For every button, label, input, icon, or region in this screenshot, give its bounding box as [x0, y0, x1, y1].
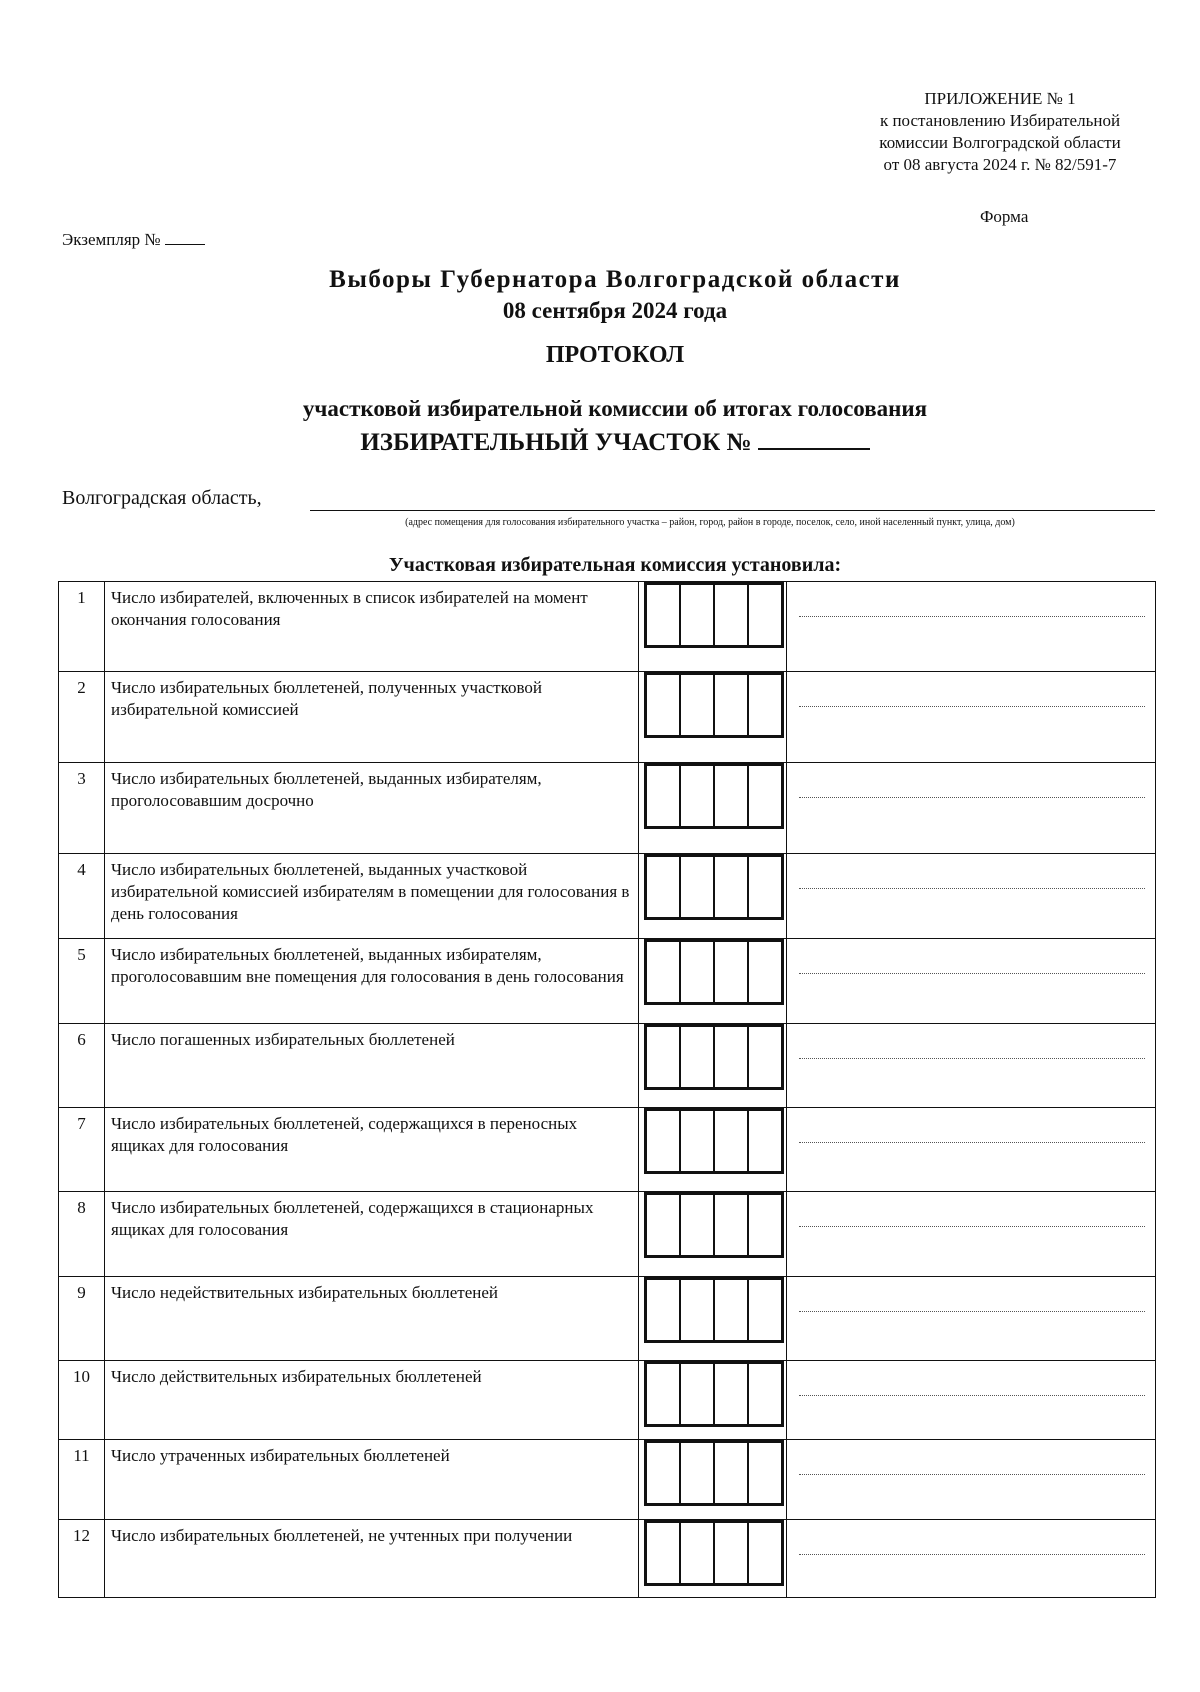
digit-box[interactable] — [647, 675, 681, 735]
words-line[interactable] — [799, 1141, 1145, 1143]
words-line[interactable] — [799, 1553, 1145, 1555]
digit-box[interactable] — [647, 1195, 681, 1255]
words-cell — [787, 939, 1156, 1024]
digit-box[interactable] — [749, 857, 781, 917]
precinct-label: ИЗБИРАТЕЛЬНЫЙ УЧАСТОК № — [360, 429, 752, 456]
row-number: 5 — [59, 939, 105, 1024]
digit-cells — [639, 763, 787, 854]
digit-box-group[interactable] — [644, 939, 784, 1005]
row-label: Число избирательных бюллетеней, не учтенных при получении — [105, 1520, 639, 1598]
digit-box[interactable] — [749, 585, 781, 645]
annex-line: ПРИЛОЖЕНИЕ № 1 — [924, 89, 1076, 108]
annex-block — [850, 88, 1150, 176]
digit-cells — [639, 1192, 787, 1277]
digit-cells — [639, 939, 787, 1024]
digit-box[interactable] — [681, 1027, 715, 1087]
precinct-heading — [0, 428, 1200, 457]
digit-box-group[interactable] — [644, 672, 784, 738]
row-label: Число недействительных избирательных бюллетеней — [105, 1277, 639, 1361]
digit-box[interactable] — [647, 1364, 681, 1424]
digit-box[interactable] — [681, 857, 715, 917]
digit-cells — [639, 854, 787, 939]
row-number: 2 — [59, 672, 105, 763]
address-field[interactable] — [310, 510, 1155, 511]
row-label: Число избирателей, включенных в список избирателей на момент окончания голосования — [105, 582, 639, 672]
protocol-table — [58, 581, 1156, 1598]
words-line[interactable] — [799, 1225, 1145, 1227]
words-cell — [787, 1024, 1156, 1108]
annex-line: от 08 августа 2024 г. № 82/591-7 — [883, 155, 1117, 174]
row-number: 7 — [59, 1108, 105, 1192]
commission-subtitle: участковой избирательной комиссии об итогах голосования — [302, 396, 928, 421]
digit-box[interactable] — [749, 1111, 781, 1171]
digit-box[interactable] — [715, 1195, 749, 1255]
row-number: 10 — [59, 1361, 105, 1440]
digit-cells — [639, 672, 787, 763]
words-cell — [787, 1361, 1156, 1440]
words-cell — [787, 672, 1156, 763]
table-row — [59, 1108, 1156, 1192]
words-line[interactable] — [799, 1057, 1145, 1059]
row-label: Число избирательных бюллетеней, выданных участковой избирательной комиссией избирателям в помещении для голосования в день голосования — [105, 854, 639, 939]
digit-cells — [639, 582, 787, 672]
table-row — [59, 939, 1156, 1024]
row-number: 3 — [59, 763, 105, 854]
digit-box[interactable] — [715, 1280, 749, 1340]
copy-number — [62, 228, 205, 250]
table-row — [59, 1440, 1156, 1520]
digit-cells — [639, 1108, 787, 1192]
row-label: Число действительных избирательных бюллетеней — [105, 1361, 639, 1440]
digit-cells — [639, 1520, 787, 1598]
doc-type: ПРОТОКОЛ — [545, 342, 685, 368]
digit-cells — [639, 1024, 787, 1108]
words-cell — [787, 1520, 1156, 1598]
election-title: Выборы Губернатора Волгоградской области — [329, 266, 901, 293]
row-label: Число избирательных бюллетеней, выданных избирателям, проголосовавшим досрочно — [105, 763, 639, 854]
words-line[interactable] — [799, 972, 1145, 974]
digit-box[interactable] — [681, 1111, 715, 1171]
table-row — [59, 763, 1156, 854]
digit-cells — [639, 1277, 787, 1361]
digit-box[interactable] — [647, 1280, 681, 1340]
digit-box-group[interactable] — [644, 1024, 784, 1090]
row-number: 8 — [59, 1192, 105, 1277]
digit-box[interactable] — [647, 857, 681, 917]
copy-number-blank[interactable] — [165, 228, 205, 245]
digit-box[interactable] — [715, 675, 749, 735]
digit-box[interactable] — [647, 942, 681, 1002]
digit-box[interactable] — [715, 1027, 749, 1087]
words-line[interactable] — [799, 705, 1145, 707]
digit-box-group[interactable] — [644, 763, 784, 829]
digit-box[interactable] — [715, 585, 749, 645]
table-row — [59, 582, 1156, 672]
words-line[interactable] — [799, 1473, 1145, 1475]
digit-box-group[interactable] — [644, 1361, 784, 1427]
digit-box[interactable] — [749, 1195, 781, 1255]
digit-box[interactable] — [749, 1280, 781, 1340]
row-number: 6 — [59, 1024, 105, 1108]
annex-line: к постановлению Избирательной — [879, 111, 1121, 130]
words-line[interactable] — [799, 1394, 1145, 1396]
digit-box[interactable] — [681, 1364, 715, 1424]
precinct-number-blank[interactable] — [758, 428, 870, 450]
digit-box[interactable] — [681, 766, 715, 826]
form-label: Форма — [980, 207, 1029, 226]
digit-box[interactable] — [681, 942, 715, 1002]
words-line[interactable] — [799, 796, 1145, 798]
digit-box[interactable] — [749, 942, 781, 1002]
address-label: Волгоградская область, — [62, 487, 262, 509]
digit-box[interactable] — [749, 1027, 781, 1087]
digit-box[interactable] — [681, 1280, 715, 1340]
digit-box[interactable] — [749, 1364, 781, 1424]
digit-box[interactable] — [647, 1443, 681, 1503]
election-date: 08 сентября 2024 года — [502, 298, 728, 323]
copy-label: Экземпляр № — [62, 230, 161, 249]
digit-box-group[interactable] — [644, 582, 784, 648]
words-cell — [787, 1440, 1156, 1520]
digit-box[interactable] — [715, 1364, 749, 1424]
row-number: 11 — [59, 1440, 105, 1520]
digit-cells — [639, 1361, 787, 1440]
digit-box[interactable] — [715, 1523, 749, 1583]
digit-box-group[interactable] — [644, 1277, 784, 1343]
digit-box[interactable] — [749, 1443, 781, 1503]
words-cell — [787, 1192, 1156, 1277]
digit-box-group[interactable] — [644, 854, 784, 920]
digit-box[interactable] — [647, 1027, 681, 1087]
row-number: 1 — [59, 582, 105, 672]
digit-box[interactable] — [647, 585, 681, 645]
digit-cells — [639, 1440, 787, 1520]
words-line[interactable] — [799, 887, 1145, 889]
digit-box[interactable] — [715, 942, 749, 1002]
digit-box[interactable] — [681, 585, 715, 645]
row-label: Число избирательных бюллетеней, содержащихся в переносных ящиках для голосования — [105, 1108, 639, 1192]
table-row — [59, 854, 1156, 939]
annex-line: комиссии Волгоградской области — [879, 133, 1121, 152]
row-number: 12 — [59, 1520, 105, 1598]
words-cell — [787, 1108, 1156, 1192]
address-note: (адрес помещения для голосования избирательного участка – район, город, район в городе, поселок, село, иной населенный пункт, улица, дом) — [405, 517, 1015, 528]
row-label: Число избирательных бюллетеней, выданных избирателям, проголосовавшим вне помещения для голосования в день голосования — [105, 939, 639, 1024]
row-label: Число избирательных бюллетеней, полученных участковой избирательной комиссией — [105, 672, 639, 763]
digit-box[interactable] — [715, 766, 749, 826]
words-line[interactable] — [799, 1310, 1145, 1312]
digit-box[interactable] — [681, 1195, 715, 1255]
words-cell — [787, 1277, 1156, 1361]
digit-box-group[interactable] — [644, 1192, 784, 1258]
table-row — [59, 1277, 1156, 1361]
digit-box[interactable] — [647, 766, 681, 826]
table-row — [59, 1361, 1156, 1440]
digit-box[interactable] — [681, 675, 715, 735]
digit-box[interactable] — [715, 857, 749, 917]
digit-box-group[interactable] — [644, 1520, 784, 1586]
row-label: Число избирательных бюллетеней, содержащихся в стационарных ящиках для голосования — [105, 1192, 639, 1277]
table-row — [59, 1520, 1156, 1598]
digit-box-group[interactable] — [644, 1440, 784, 1506]
digit-box[interactable] — [749, 766, 781, 826]
row-number: 9 — [59, 1277, 105, 1361]
digit-box[interactable] — [681, 1443, 715, 1503]
digit-box[interactable] — [715, 1111, 749, 1171]
section-title: Участковая избирательная комиссия установила: — [388, 554, 842, 576]
table-row — [59, 1024, 1156, 1108]
digit-box[interactable] — [681, 1523, 715, 1583]
words-cell — [787, 582, 1156, 672]
row-label: Число утраченных избирательных бюллетеней — [105, 1440, 639, 1520]
digit-box[interactable] — [647, 1111, 681, 1171]
digit-box[interactable] — [749, 1523, 781, 1583]
digit-box-group[interactable] — [644, 1108, 784, 1174]
words-cell — [787, 854, 1156, 939]
digit-box[interactable] — [715, 1443, 749, 1503]
row-number: 4 — [59, 854, 105, 939]
row-label: Число погашенных избирательных бюллетеней — [105, 1024, 639, 1108]
words-line[interactable] — [799, 615, 1145, 617]
digit-box[interactable] — [647, 1523, 681, 1583]
digit-box[interactable] — [749, 675, 781, 735]
words-cell — [787, 763, 1156, 854]
table-row — [59, 1192, 1156, 1277]
table-row — [59, 672, 1156, 763]
